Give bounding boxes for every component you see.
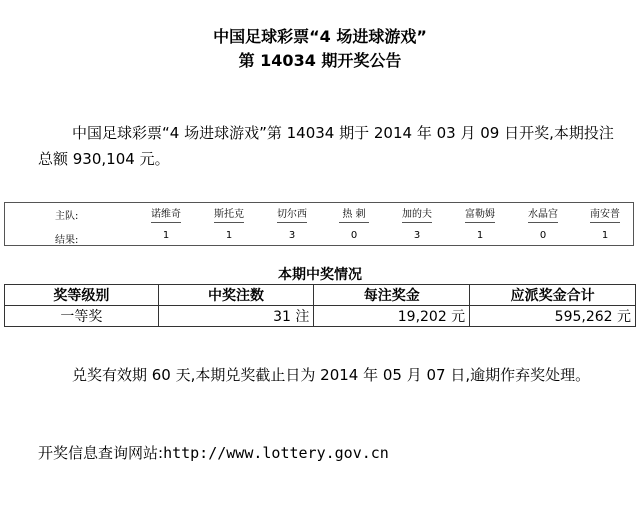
winner-count: 31 注 [158,306,314,327]
home-team-label: 主队: [55,211,79,222]
query-label: 开奖信息查询网站: [38,444,164,462]
result-label: 结果: [55,235,79,246]
team-name: 诺维奇 [151,209,181,220]
team-name: 热 刺 [342,209,366,220]
divider [528,222,558,223]
intro-paragraph: 中国足球彩票“4 场进球游戏”第 14034 期于 2014 年 03 月 09 日开奖,本期投注总额 930,104 元。 [38,124,614,168]
team-name: 切尔西 [277,209,307,220]
divider [277,222,307,223]
team-name: 富勒姆 [465,209,495,220]
team-score: 1 [601,230,609,241]
team-score: 1 [162,230,170,241]
prize-level: 一等奖 [5,306,159,327]
header-count: 中奖注数 [158,285,314,306]
query-url-link[interactable]: http://www.lottery.gov.cn [163,444,389,462]
team-name: 南安普 [590,209,620,220]
team-score: 0 [539,230,547,241]
divider [465,222,495,223]
match-results-table [4,202,634,246]
header-level: 奖等级别 [5,285,159,306]
team-score: 3 [413,230,421,241]
divider [590,222,620,223]
validity-notice: 兑奖有效期 60 天,本期兑奖截止日为 2014 年 05 月 07 日,逾期作弃奖处理。 [72,366,591,384]
divider [151,222,181,223]
team-name: 加的夫 [402,209,432,220]
team-name: 水晶宫 [528,209,558,220]
team-score: 1 [225,230,233,241]
prize-table [4,284,636,327]
prize-each: 19,202 元 [314,306,470,327]
header-total: 应派奖金合计 [470,285,636,306]
team-name: 斯托克 [214,209,244,220]
announcement-subtitle: 第 14034 期开奖公告 [238,51,402,70]
team-score: 0 [350,230,358,241]
prize-total: 595,262 元 [470,306,636,327]
header-each: 每注奖金 [314,285,470,306]
divider [339,222,369,223]
table-row [5,306,636,327]
announcement-title: 中国足球彩票“4 场进球游戏” [213,27,427,46]
team-score: 3 [288,230,296,241]
divider [402,222,432,223]
divider [214,222,244,223]
team-score: 1 [476,230,484,241]
query-line [38,440,624,466]
prize-section-title: 本期中奖情况 [278,267,362,283]
prize-table-header [5,285,636,306]
